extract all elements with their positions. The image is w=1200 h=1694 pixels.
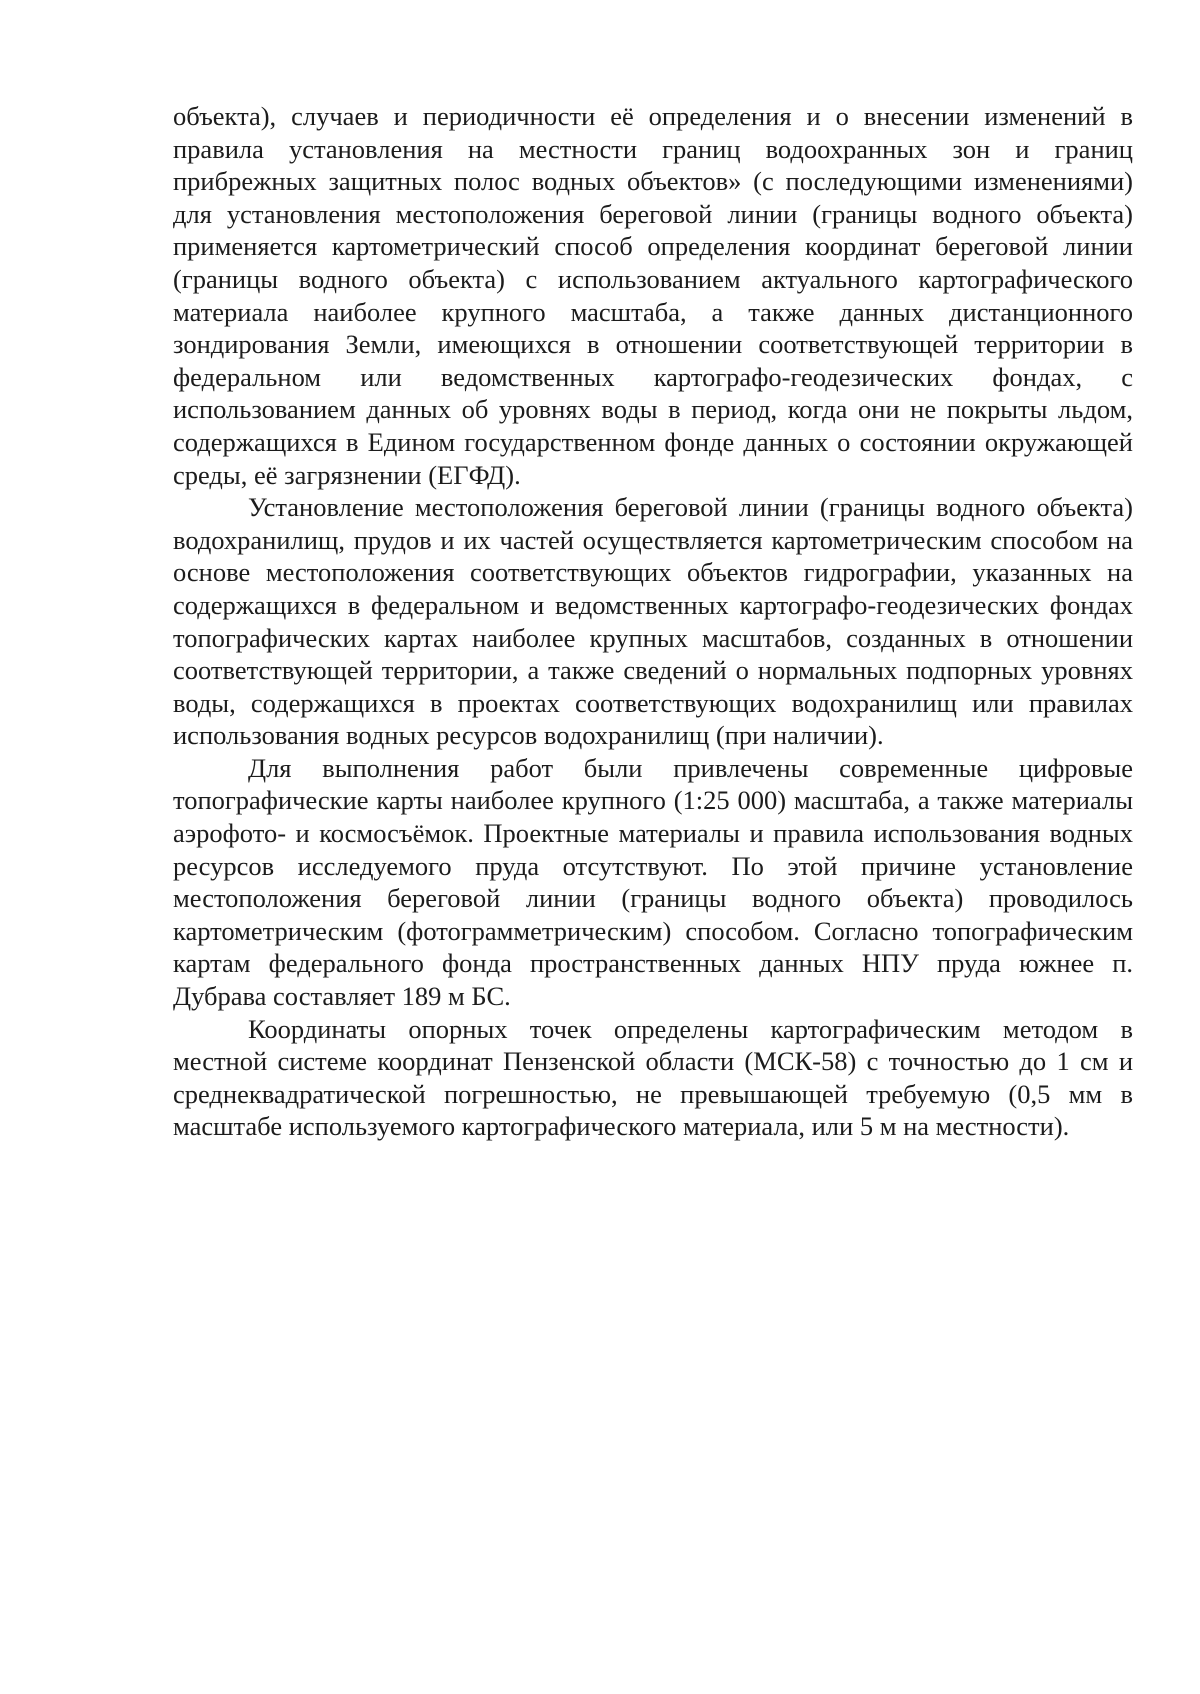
- paragraph-2: Установление местоположения береговой линии (границы водного объекта) водохранилищ, прудов и их частей осуществляется картометрическим способом на основе местоположения соответствующих объектов гидрографии, указанных на содержащихся в федеральном и ведомственных картографо-геодезических фондах топографических картах наиболее крупных масштабов, созданных в отношении соответствующей территории, а также сведений о нормальных подпорных уровнях воды, содержащихся в проектах соответствующих водохранилищ или правилах использования водных ресурсов водохранилищ (при наличии).: [173, 492, 1133, 751]
- paragraph-1: объекта), случаев и периодичности её определения и о внесении изменений в правила установления на местности границ водоохранных зон и границ прибрежных защитных полос водных объектов» (с последующими изменениями) для установления местоположения береговой линии (границы водного объекта) применяется картометрический способ определения координат береговой линии (границы водного объекта) с использованием актуального картографического материала наиболее крупного масштаба, а также данных дистанционного зондирования Земли, имеющихся в отношении соответствующей территории в федеральном или ведомственных картографо-геодезических фондах, с использованием данных об уровнях воды в период, когда они не покрыты льдом, содержащихся в Едином государственном фонде данных о состоянии окружающей среды, её загрязнении (ЕГФД).: [173, 101, 1133, 490]
- document-body: [173, 100, 1133, 1143]
- paragraph-4: Координаты опорных точек определены картографическим методом в местной системе координат Пензенской области (МСК-58) с точностью до 1 см и среднеквадратической погрешностью, не превышающей требуемую (0,5 мм в масштабе используемого картографического материала, или 5 м на местности).: [173, 1013, 1133, 1142]
- paragraph-3: Для выполнения работ были привлечены современные цифровые топографические карты наиболее крупного (1:25 000) масштаба, а также материалы аэрофото- и космосъёмок. Проектные материалы и правила использования водных ресурсов исследуемого пруда отсутствуют. По этой причине установление местоположения береговой линии (границы водного объекта) проводилось картометрическим (фотограмметрическим) способом. Согласно топографическим картам федерального фонда пространственных данных НПУ пруда южнее п. Дубрава составляет 189 м БС.: [173, 752, 1133, 1012]
